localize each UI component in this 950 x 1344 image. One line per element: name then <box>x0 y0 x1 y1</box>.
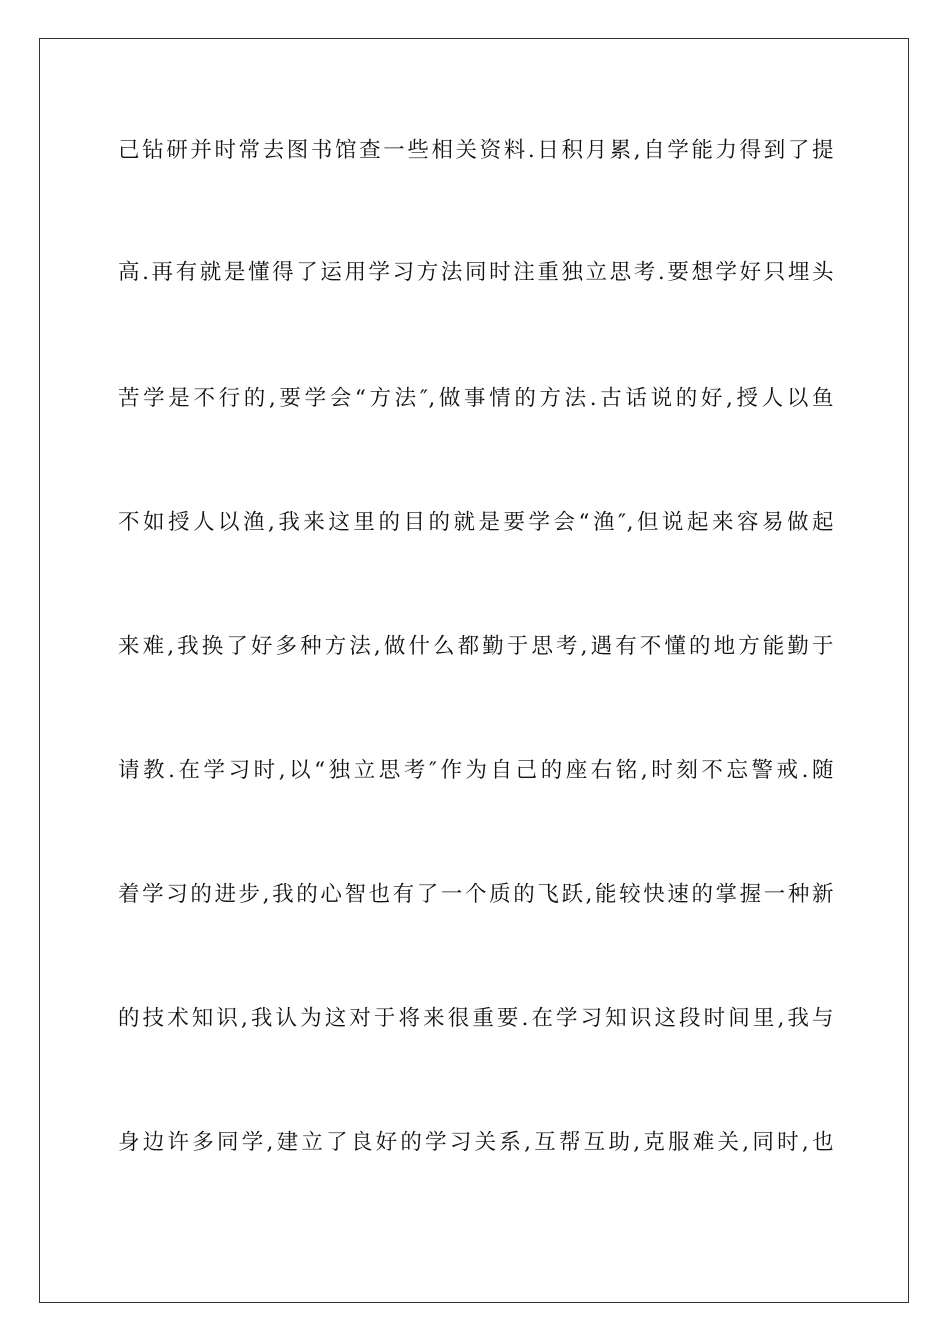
text-line-5: 来难,我换了好多种方法,做什么都勤于思考,遇有不懂的地方能勤于 <box>118 634 834 659</box>
text-line-7: 着学习的进步,我的心智也有了一个质的飞跃,能较快速的掌握一种新 <box>118 882 834 907</box>
text-line-2: 高.再有就是懂得了运用学习方法同时注重独立思考.要想学好只埋头 <box>118 260 834 285</box>
text-line-3: 苦学是不行的,要学会“方法″,做事情的方法.古话说的好,授人以鱼 <box>118 386 834 411</box>
page-border <box>39 38 909 1303</box>
text-line-1: 己钻研并时常去图书馆查一些相关资料.日积月累,自学能力得到了提 <box>118 138 834 163</box>
text-line-6: 请教.在学习时,以“独立思考″作为自己的座右铭,时刻不忘警戒.随 <box>118 758 834 783</box>
text-line-8: 的技术知识,我认为这对于将来很重要.在学习知识这段时间里,我与 <box>118 1006 834 1031</box>
text-line-9: 身边许多同学,建立了良好的学习关系,互帮互助,克服难关,同时,也 <box>118 1130 834 1155</box>
text-line-4: 不如授人以渔,我来这里的目的就是要学会“渔″,但说起来容易做起 <box>118 510 834 535</box>
